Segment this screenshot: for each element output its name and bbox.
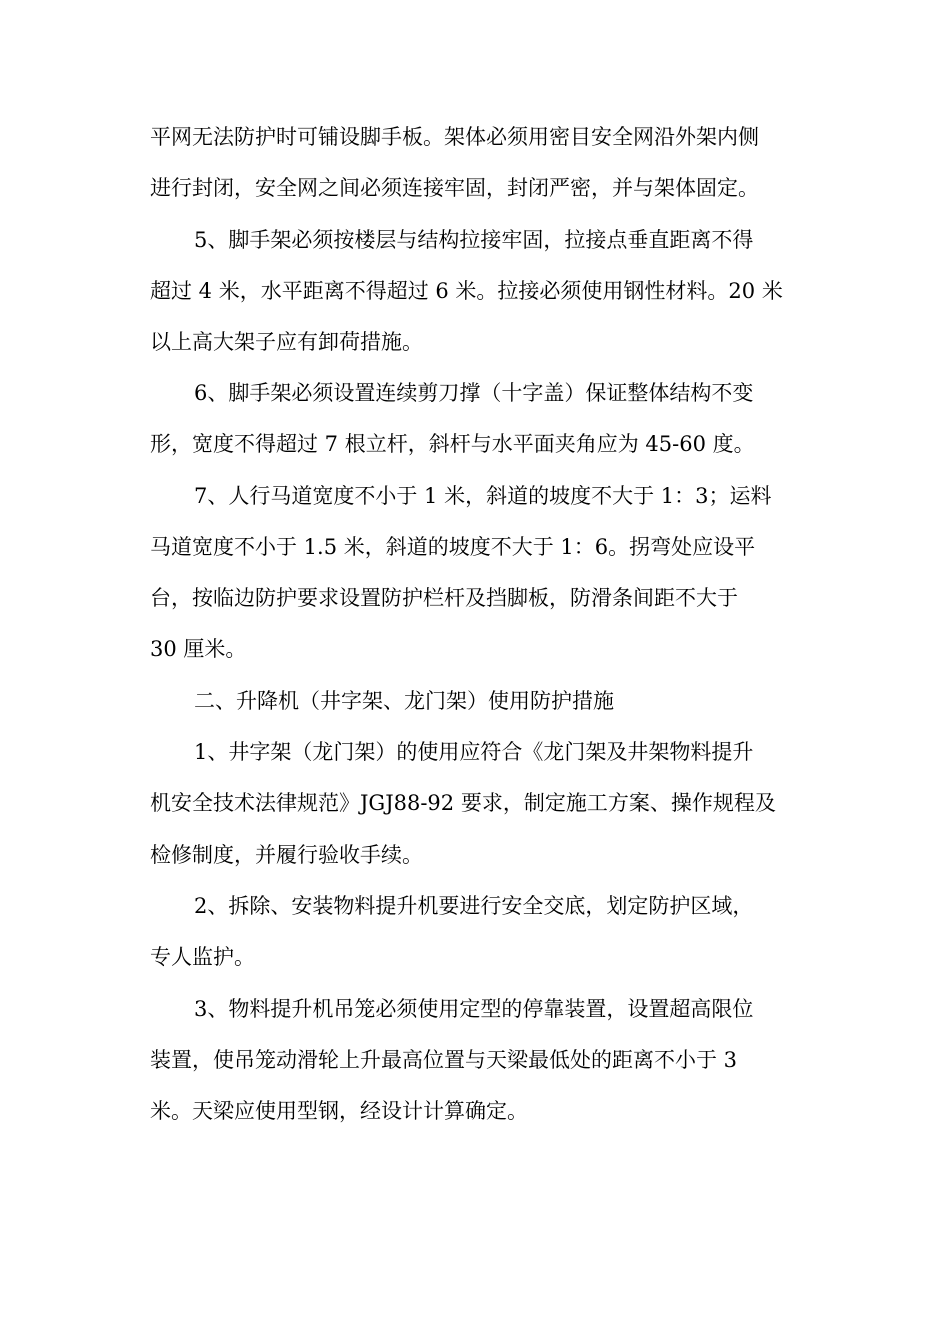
paragraph-line: 马道宽度不小于 1.5 米，斜道的坡度不大于 1：6。拐弯处应设平 bbox=[150, 535, 756, 559]
paragraph-line: 以上高大架子应有卸荷措施。 bbox=[150, 330, 423, 354]
paragraph-line: 进行封闭，安全网之间必须连接牢固，封闭严密，并与架体固定。 bbox=[150, 176, 759, 200]
paragraph-line: 装置，使吊笼动滑轮上升最高位置与天梁最低处的距离不小于 3 bbox=[150, 1048, 738, 1072]
paragraph-line: 1、井字架（龙门架）的使用应符合《龙门架及井架物料提升 bbox=[194, 740, 754, 764]
paragraph-line: 专人监护。 bbox=[150, 945, 255, 969]
paragraph-line: 平网无法防护时可铺设脚手板。架体必须用密目安全网沿外架内侧 bbox=[150, 125, 759, 149]
paragraph-line: 米。天梁应使用型钢，经设计计算确定。 bbox=[150, 1099, 528, 1123]
paragraph-line: 2、拆除、安装物料提升机要进行安全交底，划定防护区域， bbox=[194, 894, 754, 918]
paragraph-line: 超过 4 米，水平距离不得超过 6 米。拉接必须使用钢性材料。20 米 bbox=[150, 279, 783, 303]
paragraph-line: 机安全技术法律规范》JGJ88-92 要求，制定施工方案、操作规程及 bbox=[150, 791, 776, 815]
paragraph-line: 台，按临边防护要求设置防护栏杆及挡脚板，防滑条间距不大于 bbox=[150, 586, 738, 610]
paragraph-line: 5、脚手架必须按楼层与结构拉接牢固，拉接点垂直距离不得 bbox=[194, 228, 754, 252]
paragraph-line: 3、物料提升机吊笼必须使用定型的停靠装置，设置超高限位 bbox=[194, 997, 754, 1021]
paragraph-line: 检修制度，并履行验收手续。 bbox=[150, 843, 423, 867]
paragraph-line: 形，宽度不得超过 7 根立杆，斜杆与水平面夹角应为 45-60 度。 bbox=[150, 432, 755, 456]
paragraph-line: 7、人行马道宽度不小于 1 米，斜道的坡度不大于 1：3；运料 bbox=[194, 484, 772, 508]
paragraph-line: 30 厘米。 bbox=[150, 637, 247, 661]
paragraph-line: 6、脚手架必须设置连续剪刀撑（十字盖）保证整体结构不变 bbox=[194, 381, 754, 405]
section-heading: 二、升降机（井字架、龙门架）使用防护措施 bbox=[194, 689, 614, 713]
